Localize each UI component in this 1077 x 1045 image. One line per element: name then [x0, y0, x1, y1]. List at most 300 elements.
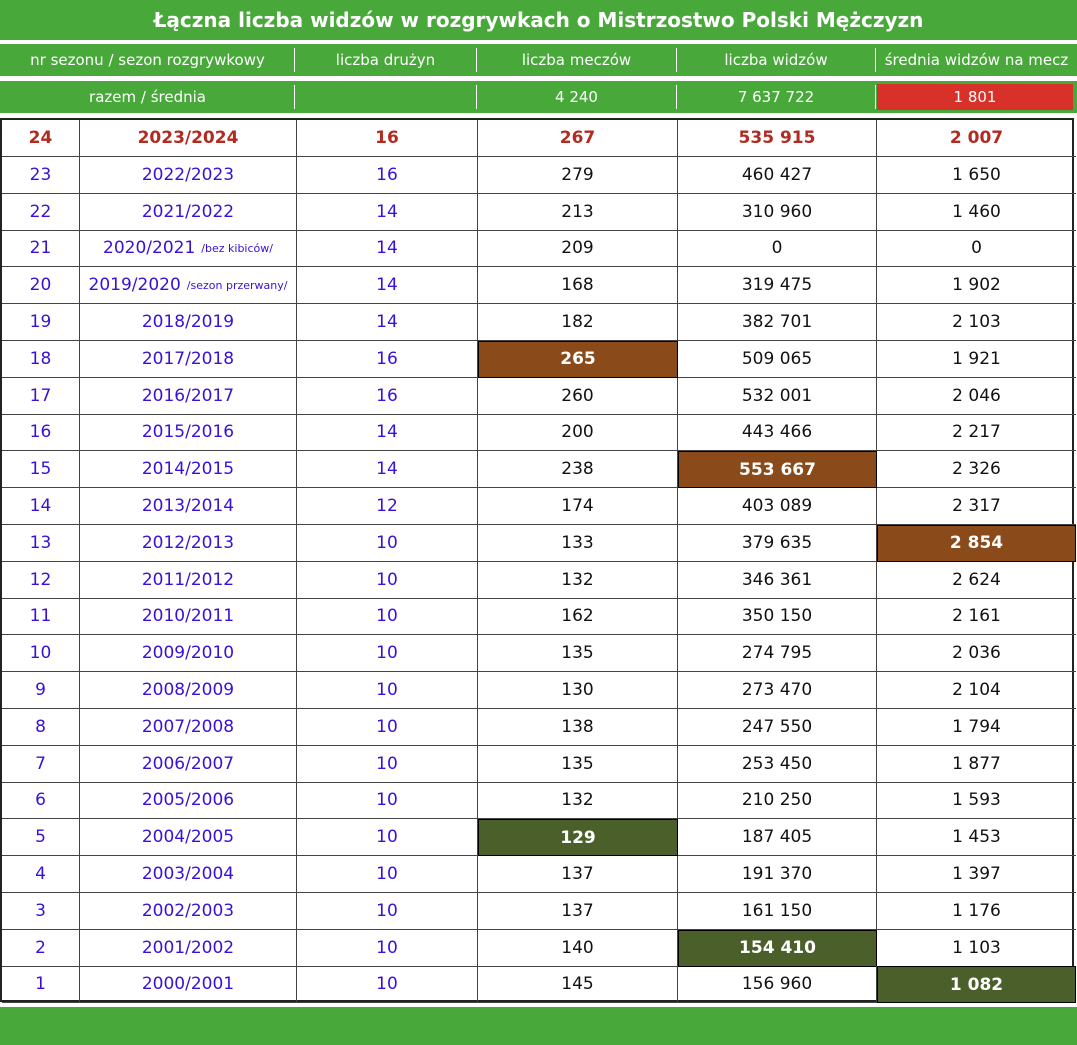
- teams-cell-value: 10: [376, 716, 398, 737]
- season-number-cell-value: 1: [35, 974, 46, 995]
- viewers-cell: [678, 819, 877, 856]
- viewers-cell: [678, 414, 877, 451]
- season-cell: [80, 451, 297, 488]
- season-cell: [80, 819, 297, 856]
- viewers-cell-value: 553 667: [739, 459, 816, 480]
- season-cell-value: 2017/2018: [141, 348, 235, 369]
- matches-cell-value: 213: [561, 201, 594, 222]
- table-title: Łączna liczba widzów w rozgrywkach o Mistrzostwo Polski Mężczyzn: [0, 0, 1077, 40]
- viewers-cell: [678, 635, 877, 672]
- season-cell-value: 2023/2024: [137, 128, 239, 148]
- teams-cell: [297, 525, 478, 562]
- average-cell: [877, 819, 1076, 856]
- matches-cell-value: 265: [560, 349, 596, 370]
- season-cell: [80, 414, 297, 451]
- matches-cell: [478, 782, 678, 819]
- season-number-cell: [2, 819, 80, 856]
- average-cell-value: 1 794: [952, 716, 1001, 737]
- table-row: [2, 635, 1076, 672]
- matches-cell: [478, 598, 678, 635]
- average-cell: [877, 930, 1076, 967]
- season-cell: [80, 856, 297, 893]
- table-row: [2, 782, 1076, 819]
- viewers-cell: [678, 267, 877, 304]
- teams-cell: [297, 819, 478, 856]
- teams-cell-value: 10: [376, 680, 398, 700]
- viewers-cell-value: 460 427: [741, 164, 813, 185]
- viewers-cell-value: 350 150: [741, 606, 813, 627]
- season-cell: [80, 194, 297, 231]
- matches-cell: [478, 304, 678, 341]
- matches-cell: [478, 525, 678, 562]
- viewers-cell: [678, 488, 877, 525]
- table-row: [2, 230, 1076, 267]
- viewers-cell: [678, 157, 877, 194]
- season-number-cell-value: 4: [35, 864, 46, 884]
- teams-cell: [297, 304, 478, 341]
- season-cell: [80, 230, 297, 267]
- season-number-cell-value: 22: [29, 201, 52, 222]
- teams-cell-value: 14: [376, 422, 398, 443]
- season-number-cell: [2, 930, 80, 967]
- season-cell-value: 2021/2022: [141, 201, 235, 222]
- teams-cell: [297, 341, 478, 378]
- matches-cell: [478, 635, 678, 672]
- teams-cell-value: 10: [376, 974, 398, 995]
- teams-cell-value: 16: [376, 385, 398, 406]
- matches-cell: [478, 819, 678, 856]
- season-number-cell-value: 5: [35, 827, 46, 848]
- teams-cell-value: 10: [376, 643, 398, 664]
- season-number-cell: [2, 893, 80, 930]
- average-cell-value: 2 104: [952, 680, 1001, 700]
- teams-cell: [297, 930, 478, 967]
- header-average: średnia widzów na mecz: [884, 51, 1069, 69]
- average-cell-value: 2 326: [952, 459, 1001, 480]
- viewers-cell-value: 346 361: [741, 569, 813, 590]
- average-cell: [877, 672, 1076, 709]
- season-cell: [80, 267, 297, 304]
- matches-cell: [478, 709, 678, 746]
- table-row: [2, 414, 1076, 451]
- season-cell-value: 2022/2023: [141, 164, 235, 185]
- teams-cell: [297, 194, 478, 231]
- average-cell-value: 2 103: [952, 312, 1001, 332]
- teams-cell-value: 14: [376, 459, 398, 480]
- average-cell: [877, 966, 1076, 1003]
- season-cell-value: 2014/2015: [141, 459, 235, 480]
- season-number-cell: [2, 120, 80, 157]
- viewers-cell-value: 0: [771, 238, 783, 259]
- table-row: [2, 930, 1076, 967]
- matches-cell: [478, 856, 678, 893]
- viewers-cell: [678, 304, 877, 341]
- viewers-cell: [678, 451, 877, 488]
- teams-cell: [297, 267, 478, 304]
- average-cell-value: 1 593: [952, 790, 1001, 811]
- teams-cell-value: 16: [375, 128, 399, 148]
- totals-teams: [295, 81, 476, 113]
- matches-cell: [478, 230, 678, 267]
- table-row: [2, 672, 1076, 709]
- table-row: [2, 598, 1076, 635]
- season-cell: [80, 525, 297, 562]
- teams-cell: [297, 562, 478, 599]
- viewers-cell: [678, 746, 877, 783]
- table-row: [2, 525, 1076, 562]
- matches-cell-value: 174: [561, 496, 594, 516]
- season-note: /sezon przerwany/: [186, 278, 288, 292]
- average-cell-value: 1 103: [952, 937, 1001, 958]
- average-cell: [877, 451, 1076, 488]
- viewers-cell-value: 161 150: [741, 900, 813, 921]
- average-cell: [877, 378, 1076, 415]
- viewers-cell-value: 210 250: [741, 790, 813, 811]
- average-cell-value: 2 624: [952, 569, 1001, 590]
- matches-cell-value: 137: [561, 864, 594, 884]
- teams-cell-value: 10: [376, 864, 398, 884]
- viewers-cell-value: 382 701: [741, 312, 813, 332]
- matches-cell: [478, 157, 678, 194]
- matches-cell-value: 135: [561, 753, 594, 774]
- season-number-cell-value: 3: [35, 900, 46, 921]
- viewers-cell: [678, 856, 877, 893]
- season-number-cell: [2, 194, 80, 231]
- matches-cell-value: 209: [561, 238, 594, 259]
- average-cell-value: 2 046: [952, 385, 1001, 406]
- viewers-cell: [678, 120, 877, 157]
- season-number-cell-value: 23: [29, 164, 52, 185]
- season-cell: [80, 746, 297, 783]
- average-cell-value: 1 650: [952, 164, 1001, 185]
- average-cell: [877, 562, 1076, 599]
- footer-bar: [0, 1007, 1077, 1045]
- season-cell-value: 2002/2003: [141, 900, 235, 921]
- season-number-cell: [2, 635, 80, 672]
- matches-cell-value: 138: [561, 716, 594, 737]
- header-season: nr sezonu / sezon rozgrywkowy: [30, 51, 265, 69]
- season-cell-value: 2009/2010: [141, 643, 235, 664]
- seasons-table: [0, 118, 1074, 1002]
- teams-cell: [297, 378, 478, 415]
- viewers-cell: [678, 341, 877, 378]
- season-number-cell: [2, 267, 80, 304]
- totals-average: 1 801: [877, 84, 1073, 110]
- viewers-cell-value: 154 410: [739, 938, 816, 959]
- column-header-row: [0, 44, 1077, 76]
- matches-cell-value: 145: [561, 974, 594, 995]
- table-row: [2, 819, 1076, 856]
- average-cell: [877, 525, 1076, 562]
- average-cell: [877, 304, 1076, 341]
- table-row: [2, 562, 1076, 599]
- viewers-cell-value: 191 370: [741, 864, 813, 884]
- viewers-cell-value: 247 550: [741, 716, 813, 737]
- season-cell-value: 2019/2020: [88, 275, 181, 296]
- season-number-cell: [2, 966, 80, 1003]
- totals-row: [0, 81, 1077, 113]
- viewers-cell-value: 535 915: [738, 128, 816, 148]
- matches-cell: [478, 930, 678, 967]
- matches-cell: [478, 562, 678, 599]
- viewers-cell: [678, 782, 877, 819]
- season-number-cell-value: 20: [29, 275, 52, 296]
- average-cell-value: 1 397: [952, 864, 1001, 884]
- table-row: [2, 267, 1076, 304]
- table-row: [2, 451, 1076, 488]
- matches-cell: [478, 378, 678, 415]
- season-cell-value: 2007/2008: [141, 716, 235, 737]
- average-cell: [877, 746, 1076, 783]
- season-number-cell: [2, 414, 80, 451]
- season-cell: [80, 672, 297, 709]
- season-cell-value: 2015/2016: [141, 422, 235, 443]
- viewers-cell: [678, 562, 877, 599]
- season-number-cell: [2, 451, 80, 488]
- season-cell: [80, 488, 297, 525]
- teams-cell: [297, 856, 478, 893]
- average-cell: [877, 598, 1076, 635]
- table-row: [2, 304, 1076, 341]
- season-number-cell: [2, 598, 80, 635]
- table-row: [2, 120, 1076, 157]
- season-cell-value: 2013/2014: [141, 496, 235, 516]
- matches-cell: [478, 451, 678, 488]
- totals-label: razem / średnia: [89, 88, 206, 106]
- table-row: [2, 341, 1076, 378]
- viewers-cell-value: 187 405: [741, 827, 813, 848]
- matches-cell-value: 132: [561, 569, 594, 590]
- viewers-cell-value: 273 470: [741, 680, 813, 700]
- average-cell-value: 1 082: [949, 974, 1004, 995]
- season-number-cell: [2, 672, 80, 709]
- average-cell: [877, 856, 1076, 893]
- teams-cell-value: 14: [376, 238, 398, 259]
- viewers-cell: [678, 672, 877, 709]
- viewers-cell: [678, 194, 877, 231]
- season-number-cell: [2, 341, 80, 378]
- season-note: /bez kibiców/: [201, 241, 273, 255]
- season-number-cell: [2, 378, 80, 415]
- average-cell-value: 0: [971, 238, 982, 259]
- teams-cell: [297, 230, 478, 267]
- average-cell: [877, 414, 1076, 451]
- season-cell-value: 2003/2004: [141, 864, 235, 884]
- matches-cell: [478, 267, 678, 304]
- table-row: [2, 856, 1076, 893]
- season-number-cell-value: 15: [29, 459, 52, 480]
- average-cell: [877, 267, 1076, 304]
- season-number-cell-value: 9: [35, 680, 46, 700]
- header-teams: liczba drużyn: [335, 51, 436, 69]
- season-cell-value: 2000/2001: [141, 974, 235, 995]
- season-number-cell-value: 2: [35, 937, 46, 958]
- viewers-cell-value: 156 960: [741, 974, 813, 995]
- viewers-cell-value: 379 635: [741, 532, 813, 553]
- average-cell: [877, 709, 1076, 746]
- table-row: [2, 709, 1076, 746]
- average-cell: [877, 893, 1076, 930]
- viewers-cell-value: 532 001: [741, 385, 813, 406]
- season-cell-value: 2020/2021: [103, 238, 196, 259]
- viewers-cell-value: 443 466: [741, 422, 813, 443]
- average-cell: [877, 120, 1076, 157]
- season-number-cell-value: 10: [29, 643, 52, 664]
- totals-matches: 4 240: [555, 88, 598, 106]
- average-cell-value: 1 921: [952, 348, 1001, 369]
- teams-cell: [297, 746, 478, 783]
- teams-cell-value: 10: [376, 606, 398, 627]
- season-cell-value: 2008/2009: [141, 680, 235, 700]
- matches-cell: [478, 488, 678, 525]
- matches-cell-value: 133: [561, 532, 594, 553]
- average-cell-value: 2 007: [949, 128, 1004, 148]
- season-number-cell-value: 21: [29, 238, 52, 259]
- season-cell-value: 2016/2017: [141, 385, 235, 406]
- matches-cell: [478, 341, 678, 378]
- teams-cell: [297, 451, 478, 488]
- average-cell-value: 2 161: [952, 606, 1001, 627]
- matches-cell: [478, 414, 678, 451]
- viewers-cell: [678, 966, 877, 1003]
- season-cell-value: 2001/2002: [141, 937, 235, 958]
- season-cell-value: 2005/2006: [141, 790, 235, 811]
- average-cell-value: 1 176: [952, 900, 1001, 921]
- average-cell: [877, 341, 1076, 378]
- season-number-cell: [2, 304, 80, 341]
- season-number-cell-value: 18: [29, 348, 52, 369]
- table-row: [2, 378, 1076, 415]
- matches-cell: [478, 746, 678, 783]
- average-cell: [877, 635, 1076, 672]
- season-cell: [80, 893, 297, 930]
- average-cell-value: 2 854: [949, 533, 1004, 554]
- season-cell: [80, 562, 297, 599]
- season-cell-value: 2011/2012: [141, 569, 235, 590]
- average-cell-value: 1 453: [952, 827, 1001, 848]
- teams-cell-value: 10: [376, 827, 398, 848]
- average-cell-value: 1 877: [952, 753, 1001, 774]
- matches-cell-value: 182: [561, 312, 594, 332]
- season-cell-value: 2018/2019: [141, 312, 235, 332]
- header-viewers: liczba widzów: [724, 51, 828, 69]
- teams-cell-value: 10: [376, 937, 398, 958]
- season-cell: [80, 341, 297, 378]
- matches-cell-value: 140: [561, 937, 594, 958]
- totals-viewers: 7 637 722: [737, 88, 815, 106]
- teams-cell: [297, 672, 478, 709]
- viewers-cell: [678, 709, 877, 746]
- matches-cell: [478, 893, 678, 930]
- teams-cell-value: 10: [376, 900, 398, 921]
- teams-cell-value: 14: [376, 275, 398, 296]
- matches-cell-value: 162: [561, 606, 594, 627]
- average-cell: [877, 194, 1076, 231]
- season-number-cell-value: 16: [29, 422, 52, 443]
- season-cell: [80, 635, 297, 672]
- teams-cell-value: 16: [376, 164, 398, 185]
- matches-cell-value: 200: [561, 422, 594, 443]
- season-number-cell-value: 8: [35, 716, 46, 737]
- season-number-cell-value: 12: [29, 569, 52, 590]
- season-number-cell-value: 7: [35, 753, 46, 774]
- teams-cell-value: 10: [376, 532, 398, 553]
- season-cell: [80, 304, 297, 341]
- average-cell-value: 2 217: [952, 422, 1001, 443]
- matches-cell-value: 267: [559, 128, 596, 148]
- average-cell: [877, 782, 1076, 819]
- season-cell: [80, 930, 297, 967]
- matches-cell-value: 279: [561, 164, 594, 185]
- season-cell: [80, 782, 297, 819]
- season-number-cell-value: 6: [35, 790, 46, 811]
- matches-cell: [478, 966, 678, 1003]
- season-number-cell: [2, 709, 80, 746]
- teams-cell-value: 10: [376, 569, 398, 590]
- teams-cell: [297, 966, 478, 1003]
- table-row: [2, 194, 1076, 231]
- season-number-cell: [2, 525, 80, 562]
- matches-cell-value: 129: [560, 827, 596, 848]
- viewers-cell-value: 310 960: [741, 201, 813, 222]
- season-number-cell: [2, 746, 80, 783]
- season-cell-value: 2004/2005: [141, 827, 235, 848]
- table-row: [2, 746, 1076, 783]
- teams-cell-value: 10: [376, 753, 398, 774]
- teams-cell: [297, 709, 478, 746]
- viewers-cell: [678, 378, 877, 415]
- season-cell-value: 2012/2013: [141, 532, 235, 553]
- teams-cell-value: 14: [376, 312, 398, 332]
- season-cell: [80, 120, 297, 157]
- viewers-cell-value: 319 475: [741, 275, 813, 296]
- matches-cell: [478, 672, 678, 709]
- teams-cell-value: 14: [376, 201, 398, 222]
- average-cell: [877, 157, 1076, 194]
- viewers-cell: [678, 930, 877, 967]
- table-row: [2, 966, 1076, 1003]
- viewers-cell: [678, 525, 877, 562]
- season-number-cell-value: 17: [29, 385, 52, 406]
- viewers-cell: [678, 598, 877, 635]
- matches-cell: [478, 194, 678, 231]
- matches-cell-value: 132: [561, 790, 594, 811]
- header-matches: liczba meczów: [521, 51, 632, 69]
- season-cell: [80, 709, 297, 746]
- season-number-cell-value: 19: [29, 312, 52, 332]
- teams-cell: [297, 635, 478, 672]
- average-cell-value: 2 317: [952, 496, 1001, 516]
- season-number-cell: [2, 488, 80, 525]
- average-cell-value: 1 460: [952, 201, 1001, 222]
- season-number-cell: [2, 230, 80, 267]
- season-number-cell: [2, 782, 80, 819]
- table-row: [2, 893, 1076, 930]
- viewers-cell-value: 403 089: [741, 496, 813, 516]
- teams-cell: [297, 414, 478, 451]
- viewers-cell-value: 253 450: [741, 753, 813, 774]
- viewers-cell-value: 509 065: [741, 348, 813, 369]
- matches-cell-value: 168: [561, 275, 594, 296]
- season-number-cell-value: 11: [29, 606, 52, 627]
- matches-cell-value: 260: [561, 385, 594, 406]
- average-cell-value: 1 902: [952, 275, 1001, 296]
- teams-cell-value: 10: [376, 790, 398, 811]
- season-number-cell: [2, 157, 80, 194]
- teams-cell: [297, 488, 478, 525]
- teams-cell: [297, 893, 478, 930]
- matches-cell-value: 238: [561, 459, 594, 480]
